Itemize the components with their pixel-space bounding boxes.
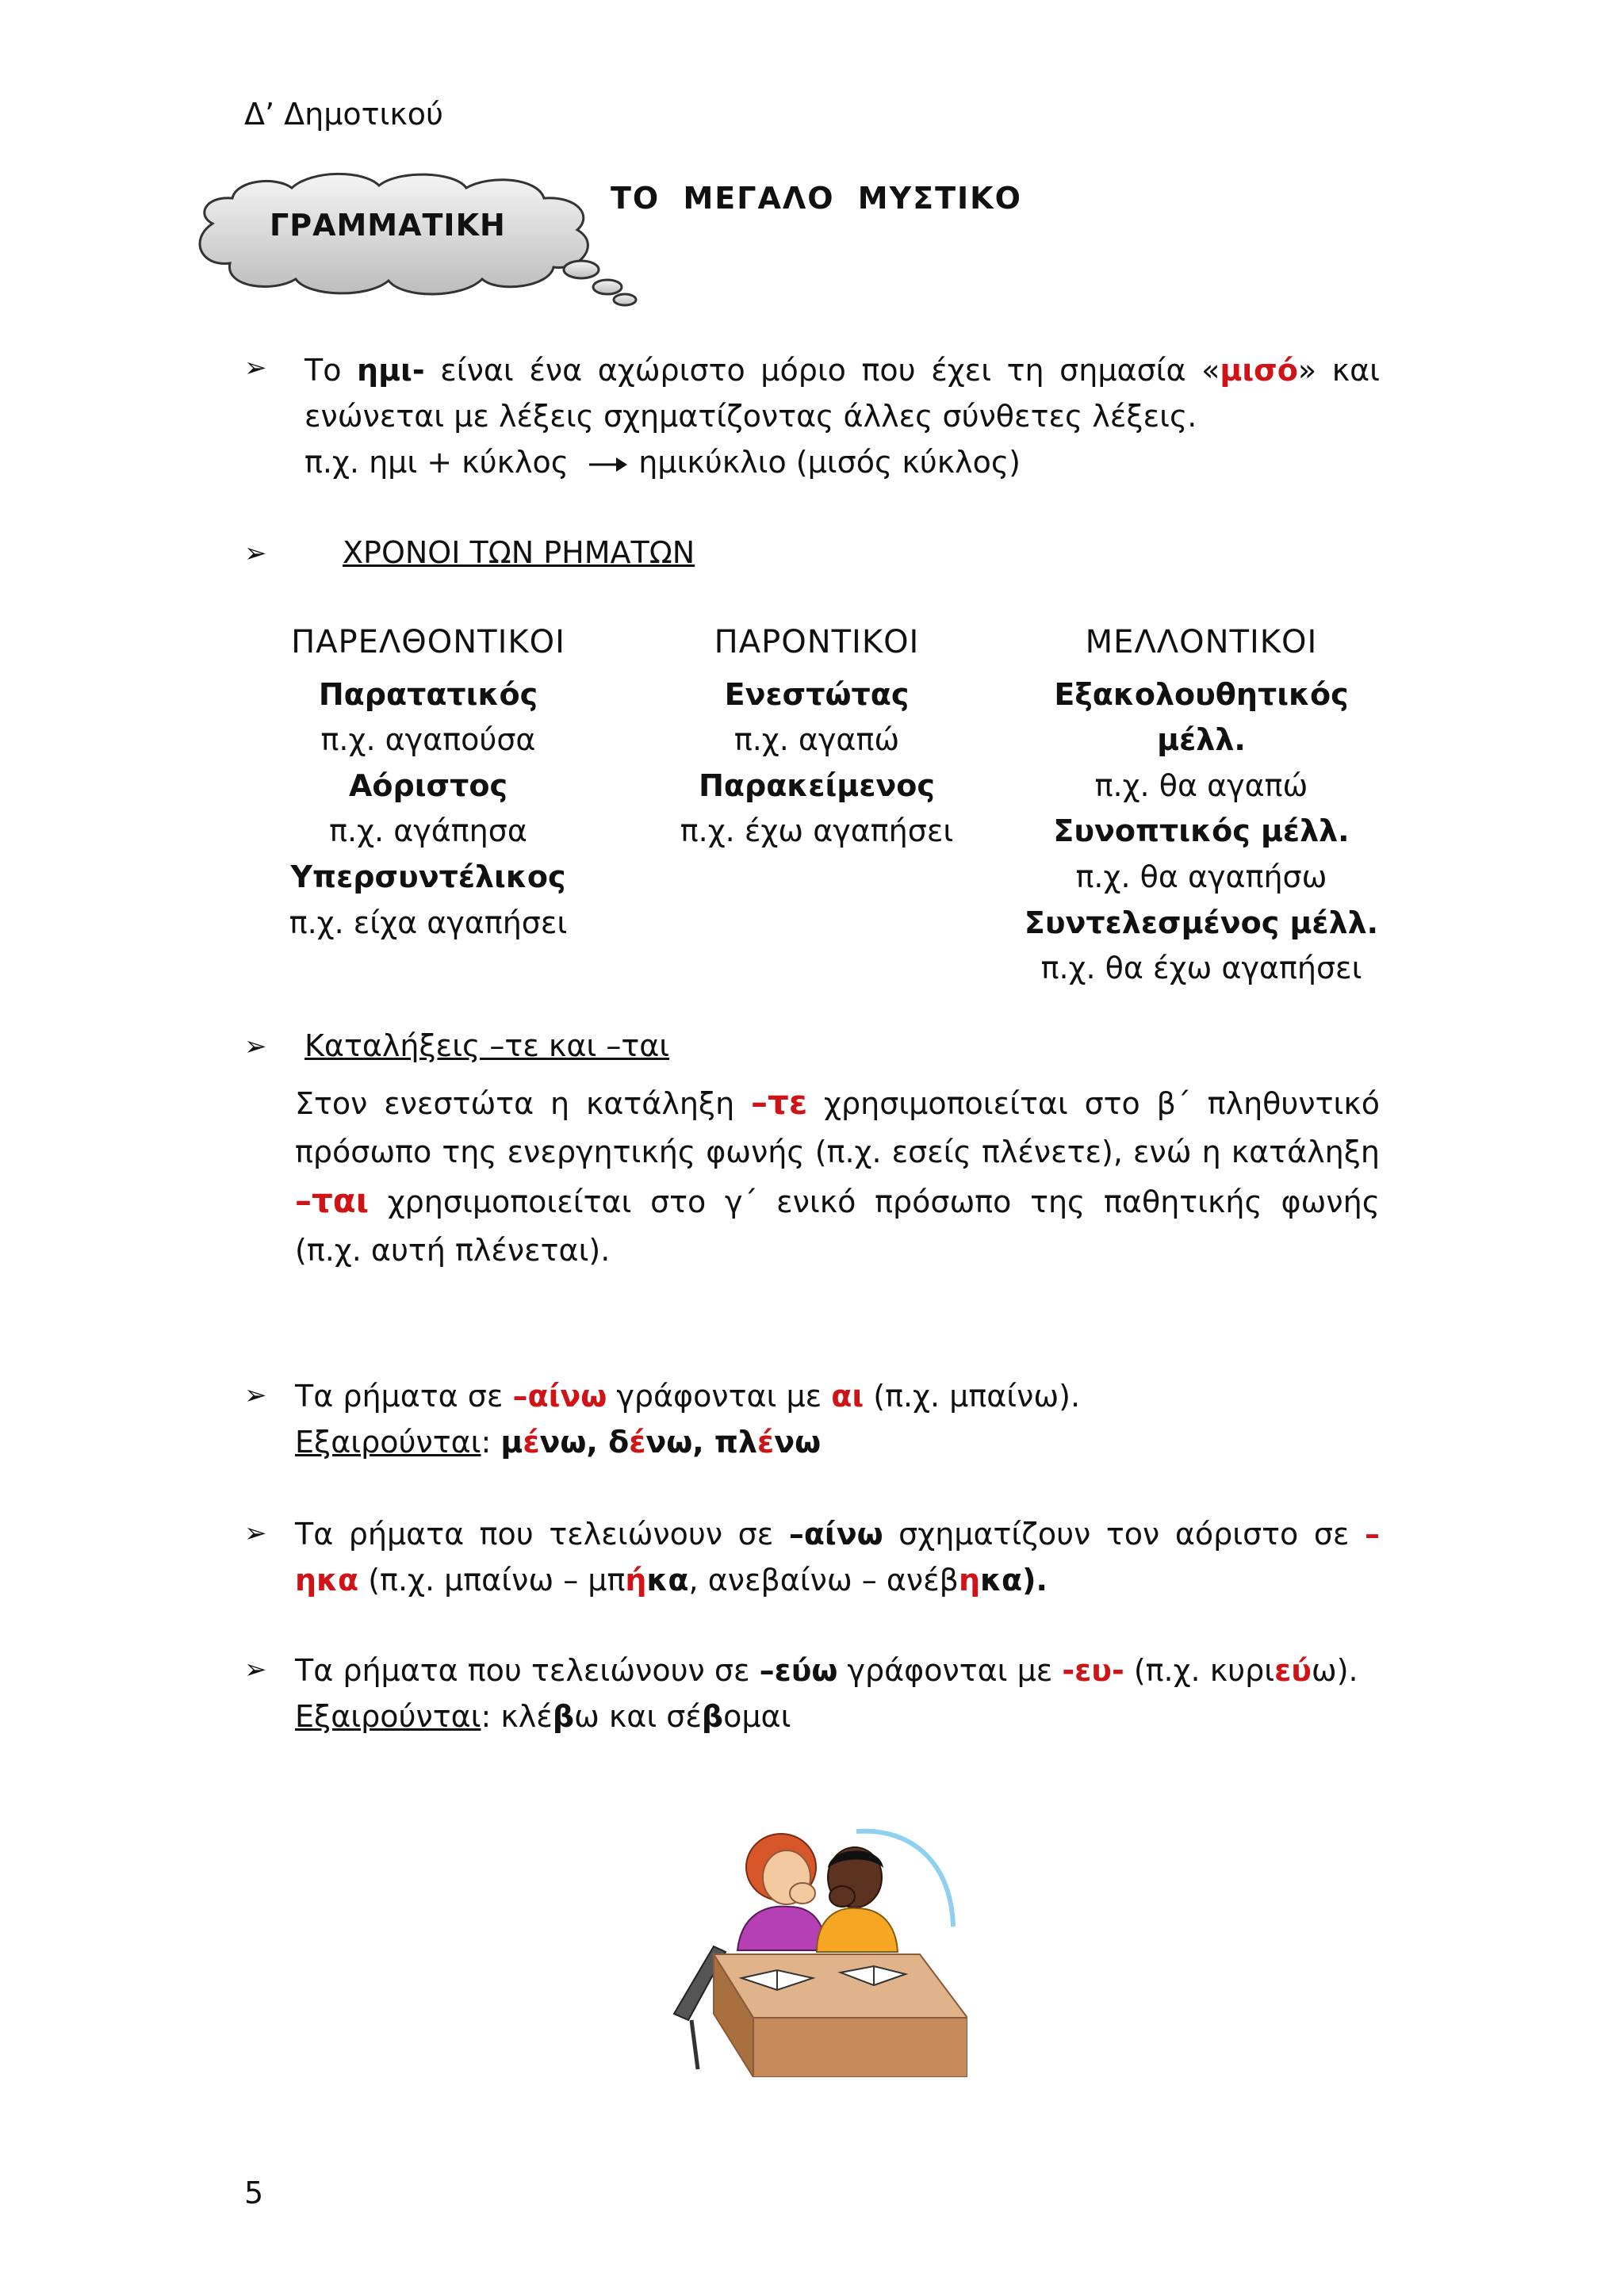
word-part: μ xyxy=(500,1425,523,1460)
tense-column-present xyxy=(650,620,983,855)
page-number: 5 xyxy=(244,2175,264,2210)
red-term: -ευ- xyxy=(1062,1653,1124,1688)
word-part: πλ xyxy=(714,1425,758,1460)
red-term: –ηκα xyxy=(295,1517,1380,1598)
text: Τα ρήματα που τελειώνουν σε xyxy=(295,1517,789,1552)
red-letter: η xyxy=(958,1563,980,1598)
column-title: ΜΕΛΛΟΝΤΙΚΟΙ xyxy=(1085,624,1318,660)
column-title: ΠΑΡΕΛΘΟΝΤΙΚΟΙ xyxy=(291,624,565,660)
endings-paragraph xyxy=(295,1078,1380,1275)
text: (π.χ. μπαίνω – μπ xyxy=(358,1563,626,1598)
endings-heading: Καταλήξεις –τε και –ται xyxy=(304,1028,670,1063)
bullet-icon: ➢ xyxy=(244,538,267,569)
tense-example: π.χ. αγαπούσα xyxy=(320,722,536,758)
text: γράφονται με xyxy=(607,1379,832,1414)
example-right: ημικύκλιο (μισός κύκλος) xyxy=(638,445,1021,480)
tense-example: π.χ. αγαπώ xyxy=(733,722,900,758)
text: χρησιμοποιείται στο β΄ πληθυντικό πρόσωπο της ενεργητικής φωνής (π.χ. εσείς πλένετε), ενώ η κατάληξη xyxy=(295,1086,1381,1169)
bold-term: –εύω xyxy=(759,1653,838,1688)
aorist-paragraph xyxy=(295,1511,1380,1603)
grade-header: Δ’ Δημοτικού xyxy=(244,97,444,132)
red-letter: έ xyxy=(757,1425,775,1460)
tense-example: π.χ. είχα αγαπήσει xyxy=(289,905,568,940)
word-part: δ xyxy=(608,1425,630,1460)
text: ω). xyxy=(1311,1653,1358,1688)
red-letter: ή xyxy=(625,1563,647,1598)
text: Το xyxy=(304,353,358,388)
tense-name: Αόριστος xyxy=(348,767,508,803)
red-letter: έ xyxy=(523,1425,540,1460)
tense-name: Ενεστώτας xyxy=(724,676,910,712)
exceptions-label: Εξαιρούνται xyxy=(295,1699,481,1734)
text: κλέ xyxy=(500,1699,553,1734)
red-term: –ται xyxy=(295,1181,370,1220)
word-part: νω xyxy=(774,1425,822,1460)
text: ομαι xyxy=(723,1699,791,1734)
tense-example: π.χ. αγάπησα xyxy=(329,813,527,849)
eyo-exceptions xyxy=(295,1693,791,1739)
aino-line xyxy=(295,1373,1080,1419)
red-term: μισό xyxy=(1220,353,1298,388)
tense-name: Εξακολουθητικός μέλλ. xyxy=(1054,676,1349,758)
text: (π.χ. κυρι xyxy=(1124,1653,1275,1688)
exceptions-label: Εξαιρούνται xyxy=(295,1425,481,1460)
example-left: π.χ. ημι + κύκλος xyxy=(304,445,569,480)
aino-exceptions xyxy=(295,1419,821,1465)
word-part: νω, xyxy=(539,1425,609,1460)
red-letter: εύ xyxy=(1274,1653,1312,1688)
text: , ανεβαίνω – ανέβ xyxy=(688,1563,959,1598)
bold-letter: β xyxy=(552,1699,575,1734)
tense-name: Συντελεσμένος μέλλ. xyxy=(1024,905,1379,940)
bold-part: κα xyxy=(646,1563,689,1598)
tense-example: π.χ. έχω αγαπήσει xyxy=(680,813,954,849)
tenses-heading: ΧΡΟΝΟΙ ΤΩΝ ΡΗΜΑΤΩΝ xyxy=(343,535,695,570)
text: : xyxy=(481,1699,501,1734)
hemi-paragraph xyxy=(304,347,1380,439)
column-title: ΠΑΡΟΝΤΙΚΟΙ xyxy=(714,624,920,660)
bullet-icon: ➢ xyxy=(244,1031,267,1062)
bullet-icon: ➢ xyxy=(244,1380,267,1411)
arrow-right-icon xyxy=(578,455,629,474)
red-term: αι xyxy=(831,1379,864,1414)
text: γράφονται με xyxy=(837,1653,1063,1688)
bold-term: ημι- xyxy=(357,353,425,388)
word-part: νω, xyxy=(645,1425,714,1460)
text: Στον ενεστώτα η κατάληξη xyxy=(295,1086,752,1121)
tense-example: π.χ. θα έχω αγαπήσει xyxy=(1040,951,1362,986)
text: σχηματίζουν τον αόριστο σε xyxy=(883,1517,1365,1552)
text: ω και σέ xyxy=(574,1699,702,1734)
bullet-icon: ➢ xyxy=(244,1517,267,1549)
tense-name: Παρατατικός xyxy=(318,676,538,712)
red-term: –τε xyxy=(751,1083,808,1122)
page-title: ΤΟ ΜΕΓΑΛΟ ΜΥΣΤΙΚΟ xyxy=(611,181,1022,216)
bold-part: κα xyxy=(980,1563,1023,1598)
text: Τα ρήματα που τελειώνουν σε xyxy=(295,1653,760,1688)
tense-name: Παρακείμενος xyxy=(699,767,935,803)
tense-name: Συνοπτικός μέλλ. xyxy=(1053,813,1350,849)
bullet-icon: ➢ xyxy=(244,352,267,384)
text: είναι ένα αχώριστο μόριο που έχει τη σημασία « xyxy=(424,353,1220,388)
bold-letter: β xyxy=(701,1699,724,1734)
text: (π.χ. μπαίνω). xyxy=(864,1379,1081,1414)
tense-name: Υπερσυντέλικος xyxy=(290,859,566,894)
tense-column-past xyxy=(262,620,595,946)
text: : xyxy=(481,1425,501,1460)
red-term: –αίνω xyxy=(512,1379,607,1414)
text: Τα ρήματα σε xyxy=(295,1379,513,1414)
tense-example: π.χ. θα αγαπώ xyxy=(1094,767,1308,803)
bold-term: –αίνω xyxy=(788,1517,883,1552)
bullet-icon: ➢ xyxy=(244,1654,267,1686)
tense-column-future xyxy=(1007,620,1396,992)
tense-example: π.χ. θα αγαπήσω xyxy=(1075,859,1327,894)
eyo-line xyxy=(295,1647,1358,1693)
text: » και ενώνεται με λέξεις σχηματίζοντας άλλες σύνθετες λέξεις. xyxy=(304,353,1380,434)
hemi-example xyxy=(304,439,1021,485)
students-clipart-image xyxy=(658,1816,967,2077)
text: χρησιμοποιείται στο γ΄ ενικό πρόσωπο της παθητικής φωνής (π.χ. αυτή πλένεται). xyxy=(295,1184,1380,1268)
text: ). xyxy=(1022,1563,1048,1598)
badge-label: ΓΡΑΜΜΑΤΙΚΗ xyxy=(270,208,506,243)
red-letter: έ xyxy=(629,1425,646,1460)
